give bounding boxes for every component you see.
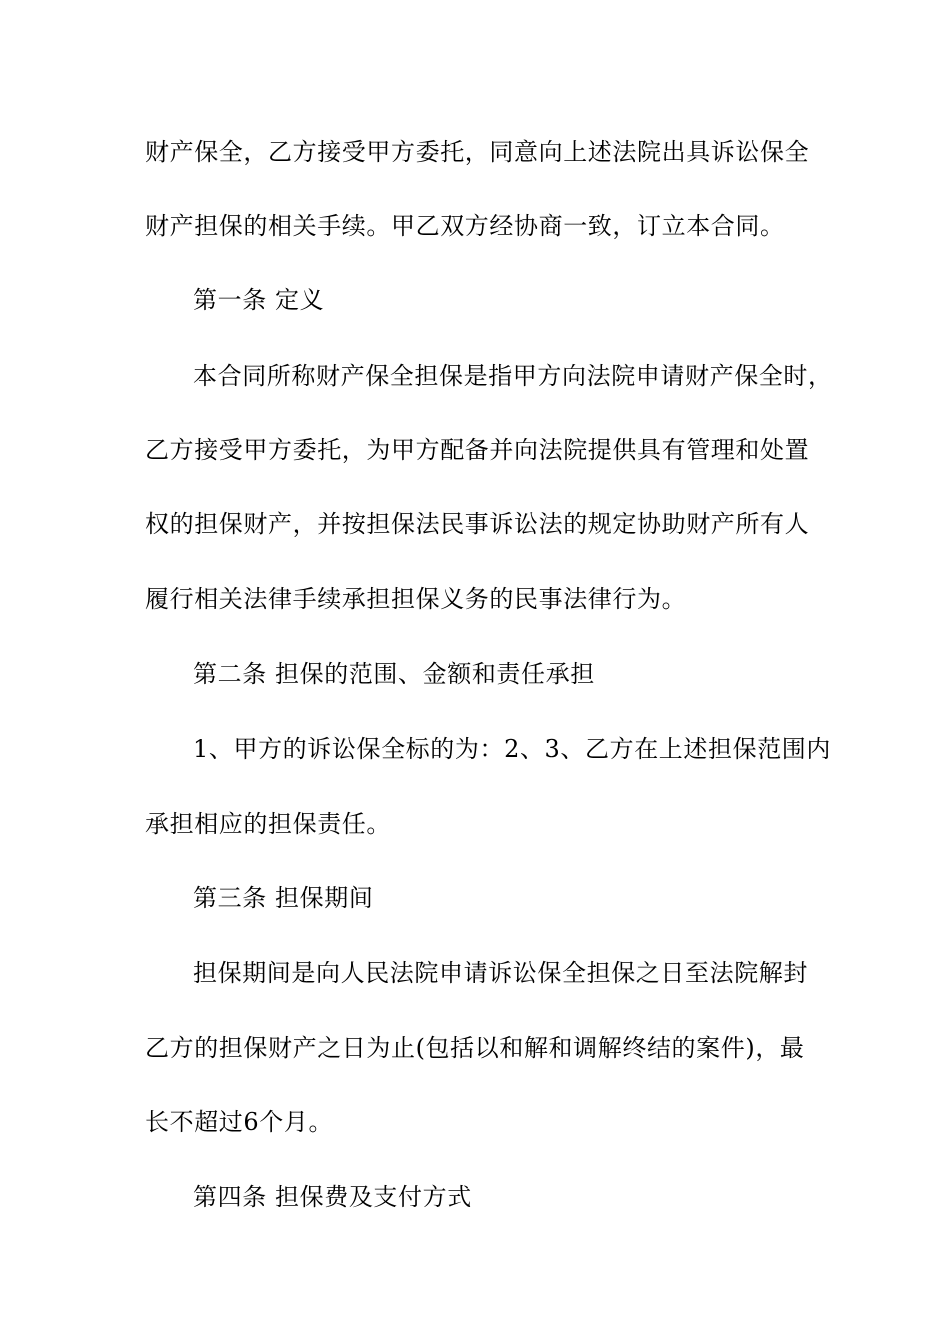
text-line-7: 履行相关法律手续承担担保义务的民事法律行为。 bbox=[145, 585, 687, 613]
article-2-heading: 第二条 担保的范围、金额和责任承担 bbox=[193, 660, 595, 688]
text-line-13: 乙方的担保财产之日为止(包括以和解和调解终结的案件)，最 bbox=[145, 1034, 805, 1062]
text-line-14: 长不超过6个月。 bbox=[145, 1108, 334, 1136]
text-line-6: 权的担保财产，并按担保法民事诉讼法的规定协助财产所有人 bbox=[145, 510, 810, 538]
text-line-2: 财产担保的相关手续。甲乙双方经协商一致，订立本合同。 bbox=[145, 212, 785, 240]
text-line-10: 承担相应的担保责任。 bbox=[145, 810, 391, 838]
text-line-12: 担保期间是向人民法院申请诉讼保全担保之日至法院解封 bbox=[193, 959, 808, 987]
article-4-heading: 第四条 担保费及支付方式 bbox=[193, 1183, 472, 1211]
text-line-4: 本合同所称财产保全担保是指甲方向法院申请财产保全时， bbox=[193, 362, 833, 390]
article-1-heading: 第一条 定义 bbox=[193, 286, 325, 314]
text-line-1: 财产保全，乙方接受甲方委托，同意向上述法院出具诉讼保全 bbox=[145, 138, 810, 166]
article-3-heading: 第三条 担保期间 bbox=[193, 884, 374, 912]
text-line-5: 乙方接受甲方委托，为甲方配备并向法院提供具有管理和处置 bbox=[145, 436, 810, 464]
text-line-9: 1、甲方的诉讼保全标的为：2、3、乙方在上述担保范围内 bbox=[193, 735, 832, 763]
